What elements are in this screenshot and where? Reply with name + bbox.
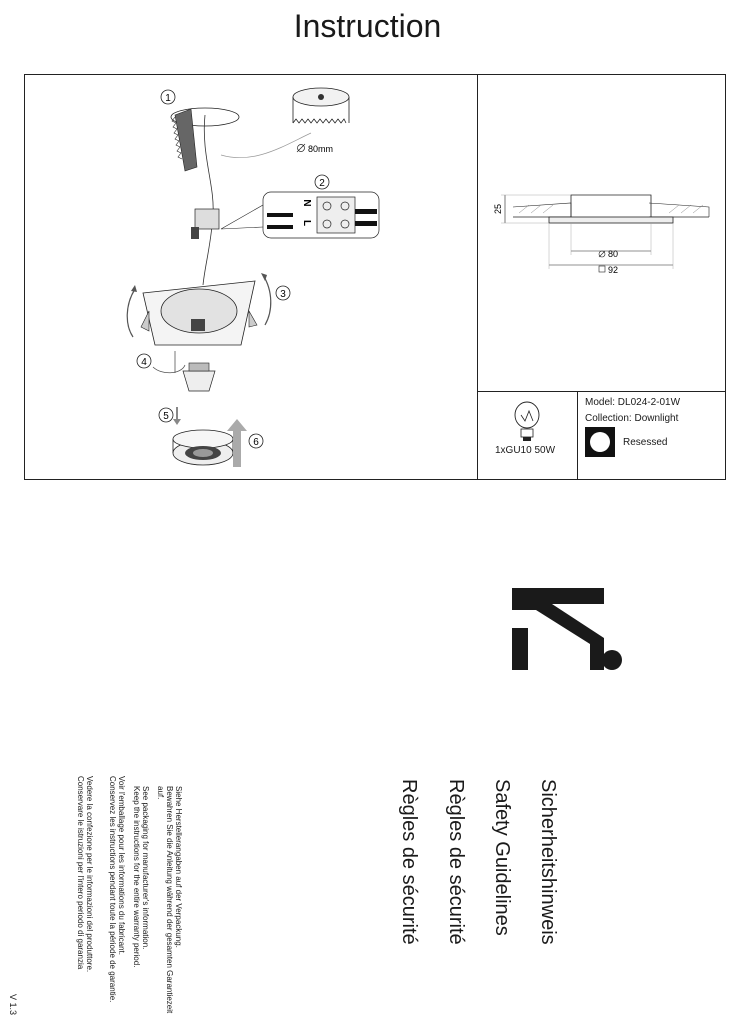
version-label: V 1.3	[8, 994, 18, 1016]
installation-diagram	[25, 75, 475, 477]
collection-label: Collection: Downlight	[585, 413, 679, 424]
gu10-bulb	[183, 363, 215, 391]
page-title: Instruction	[293, 8, 442, 44]
fixture-flange	[549, 217, 673, 223]
step-5-label: 5	[163, 411, 169, 422]
recessed-icon	[585, 427, 615, 457]
step-2-label: 2	[319, 178, 325, 189]
note-line: See packaging for manufacturer's information.	[141, 786, 150, 950]
note-line: auf.	[156, 786, 165, 800]
hole-saw-icon	[293, 88, 349, 123]
frame-divider-horizontal	[477, 391, 725, 392]
note-line: Conservare le istruzioni per l'intero periodo di garanzia	[76, 776, 85, 970]
dim-height: 25	[493, 203, 503, 215]
terminal-detail	[263, 192, 379, 238]
safety-heading-en: Safety Guidelines	[491, 779, 513, 936]
note-line: Siehe Herstellerangaben auf der Verpackung.	[174, 786, 183, 948]
connector-block	[191, 209, 219, 239]
frame-divider-vertical	[477, 75, 478, 479]
note-line: Vedere la confezione per le informazioni del produttore.	[85, 776, 94, 973]
lamp-ring	[173, 430, 233, 465]
bulb-spec: 1xGU10 50W	[495, 445, 556, 456]
note-line: Keep the instructions for the entire warranty period.	[132, 786, 141, 968]
bulb-icon	[507, 399, 547, 445]
step-6-label: 6	[253, 437, 259, 448]
dim-diameter: 80	[608, 249, 619, 259]
note-line: Conservez les instructions pendant toute la période de garantie.	[108, 776, 117, 1003]
power-wire	[203, 115, 213, 285]
spec-divider	[577, 391, 578, 479]
model-label: Model: DL024-2-01W	[585, 397, 681, 408]
mount-type-label: Resessed	[623, 437, 668, 448]
safety-heading-fr: Règles de sécurité	[445, 779, 467, 945]
note-line: Voir l'emballage pour les informations du fabricant.	[117, 776, 126, 955]
saw-icon	[175, 109, 197, 171]
rotate-arrow-right-icon	[263, 275, 271, 325]
step-4-label: 4	[141, 357, 147, 368]
twist-icon	[153, 365, 185, 373]
dim-square: 92	[608, 265, 619, 275]
dimension-drawing	[479, 75, 725, 375]
step-1-label: 1	[165, 93, 171, 104]
brand-logo	[512, 588, 627, 670]
wire-label-l: L	[301, 219, 312, 227]
hole-size-label: 80mm	[308, 144, 334, 154]
step-3-label: 3	[280, 289, 286, 300]
square-frame	[141, 281, 257, 345]
instruction-frame	[24, 74, 726, 480]
wire-label-n: N	[301, 199, 312, 207]
rotate-arrow-left-icon	[127, 289, 135, 337]
safety-heading-de: Sicherheitshinweis	[537, 779, 559, 945]
safety-heading-fr-2: Règles de sécurité	[398, 779, 420, 945]
note-line: Bewahren Sie die Anleitung während der gesamten Garantiezeit	[165, 786, 174, 1014]
